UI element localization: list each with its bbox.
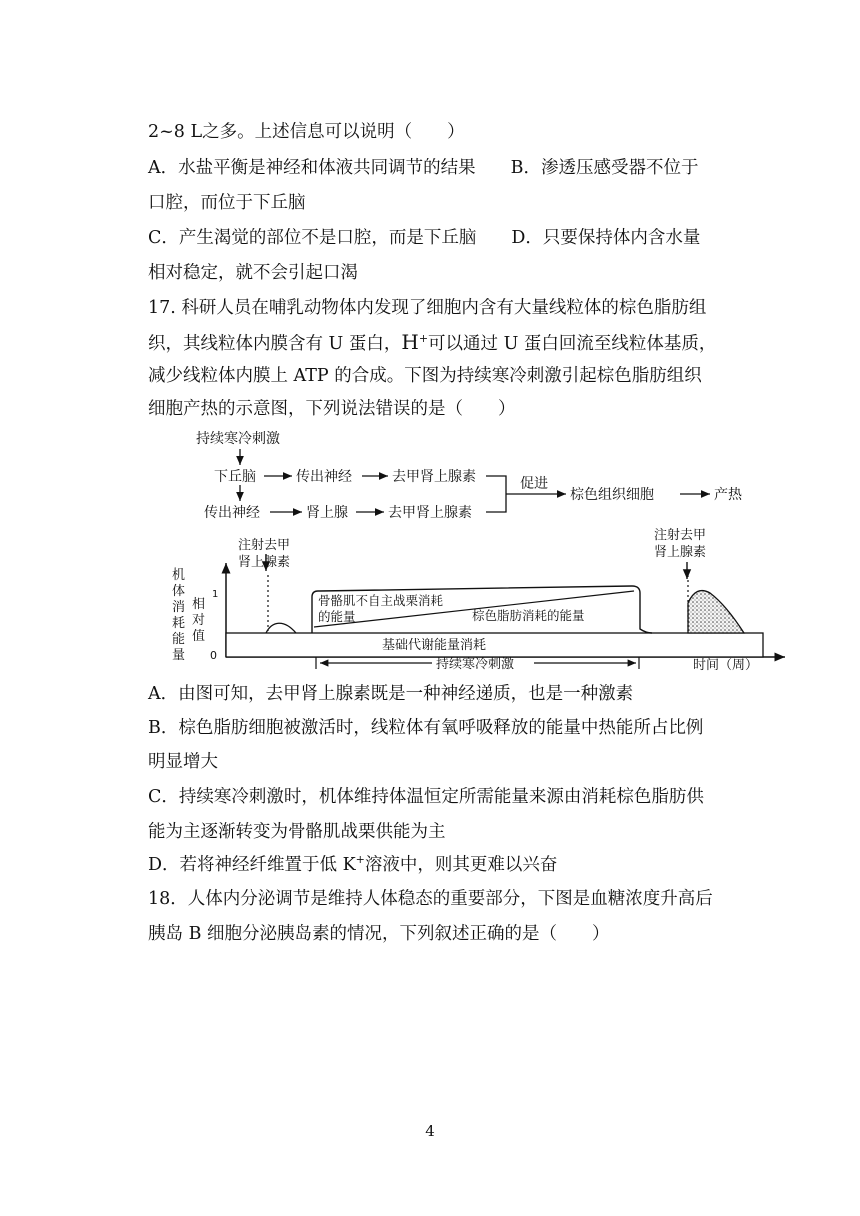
option-d-cont: 相对稳定，就不会引起口渴	[148, 263, 358, 283]
injection-label-1b: 肾上腺素	[238, 555, 291, 570]
option-b-line-2: 明显增大	[148, 752, 218, 772]
option-b-cont: 口腔，而位于下丘脑	[148, 193, 306, 213]
y-label-char: 体	[172, 584, 186, 599]
relative-char: 相	[192, 597, 206, 612]
y-tick-one: 1	[212, 589, 219, 600]
y-label-char: 量	[172, 648, 186, 663]
option-d	[148, 854, 557, 876]
y-label-char: 消	[172, 600, 186, 615]
question-17-line-1: 17. 科研人员在哺乳动物体内发现了细胞内含有大量线粒体的棕色脂肪组	[148, 298, 707, 318]
question-17-line-4: 细胞产热的示意图，下列说法错误的是（ ）	[148, 399, 516, 419]
basal-band	[226, 633, 763, 657]
potassium-charge: +	[355, 853, 365, 867]
q17-line2-pre: 织，其线粒体内膜含有 U 蛋白，	[148, 334, 402, 354]
y-label-char: 机	[172, 568, 186, 583]
energy-graph	[172, 527, 785, 673]
injection-label-1a: 注射去甲	[238, 538, 291, 553]
question-18-line-2: 胰岛 B 细胞分泌胰岛素的情况，下列叙述正确的是（ ）	[148, 924, 610, 944]
question-17-line-2	[148, 331, 716, 355]
injection-bump-1	[266, 623, 296, 633]
flow-promote: 促进	[520, 476, 548, 492]
relative-char: 值	[192, 629, 206, 644]
flow-bracket	[486, 476, 518, 512]
x-axis-label: 时间（周）	[693, 658, 759, 673]
flow-heat: 产热	[714, 487, 742, 503]
brown-fat-label: 棕色脂肪消耗的能量	[472, 608, 585, 623]
flow-brown-cell: 棕色组织细胞	[570, 487, 654, 503]
flow-norepi-2: 去甲肾上腺素	[388, 505, 472, 521]
flow-efferent-1: 传出神经	[296, 469, 352, 485]
question-17-line-3: 减少线粒体内膜上 ATP 的合成。下图为持续寒冷刺激引起棕色脂肪组织	[148, 366, 702, 386]
flow-start: 持续寒冷刺激	[196, 431, 280, 447]
option-a-line: A．水盐平衡是神经和体液共同调节的结果 B．渗透压感受器不位于	[148, 158, 699, 178]
cold-period-label: 持续寒冷刺激	[436, 657, 515, 672]
option-c-line: C．产生渴觉的部位不是口腔，而是下丘脑 D．只要保持体内含水量	[148, 228, 701, 248]
y-label-char: 耗	[172, 616, 186, 631]
shiver-label-b: 的能量	[318, 609, 356, 624]
option-a: A．由图可知，去甲肾上腺素既是一种神经递质，也是一种激素	[148, 684, 634, 704]
option-c-line-1: C．持续寒冷刺激时，机体维持体温恒定所需能量来源由消耗棕色脂肪供	[148, 787, 704, 807]
relative-char: 对	[192, 613, 206, 628]
y-tick-zero: 0	[210, 649, 217, 662]
question-18-line-1: 18．人体内分泌调节是维持人体稳态的重要部分，下图是血糖浓度升高后	[148, 889, 713, 909]
injection-peak-2	[688, 591, 744, 633]
option-c-line-2: 能为主逐渐转变为骨骼肌战栗供能为主	[148, 822, 446, 842]
hydrogen-symbol: H	[401, 330, 419, 354]
page-number: 4	[425, 1122, 435, 1140]
basal-label: 基础代谢能量消耗	[382, 638, 487, 653]
flow-chart	[196, 430, 743, 521]
injection-label-2a: 注射去甲	[654, 528, 707, 543]
option-d-pre: D．若将神经纤维置于低 K	[148, 855, 356, 875]
injection-label-2b: 肾上腺素	[654, 545, 707, 560]
flow-efferent-2: 传出神经	[204, 505, 260, 521]
flow-adrenal: 肾上腺	[306, 505, 348, 521]
y-label-char: 能	[172, 632, 186, 647]
option-d-post: 溶液中，则其更难以兴奋	[364, 855, 558, 875]
option-b-line-1: B．棕色脂肪细胞被激活时，线粒体有氧呼吸释放的能量中热能所占比例	[148, 718, 704, 738]
q17-line2-post: 可以通过 U 蛋白回流至线粒体基质，	[428, 334, 717, 354]
shiver-label-a: 骨骼肌不自主战栗消耗	[318, 593, 444, 608]
hydrogen-charge: +	[418, 332, 429, 346]
flow-hypothalamus: 下丘脑	[214, 469, 256, 485]
text-line-1: 2~8 L之多。上述信息可以说明（ ）	[148, 122, 465, 142]
q17-figure	[0, 425, 860, 685]
flow-norepi-1: 去甲肾上腺素	[392, 469, 476, 485]
